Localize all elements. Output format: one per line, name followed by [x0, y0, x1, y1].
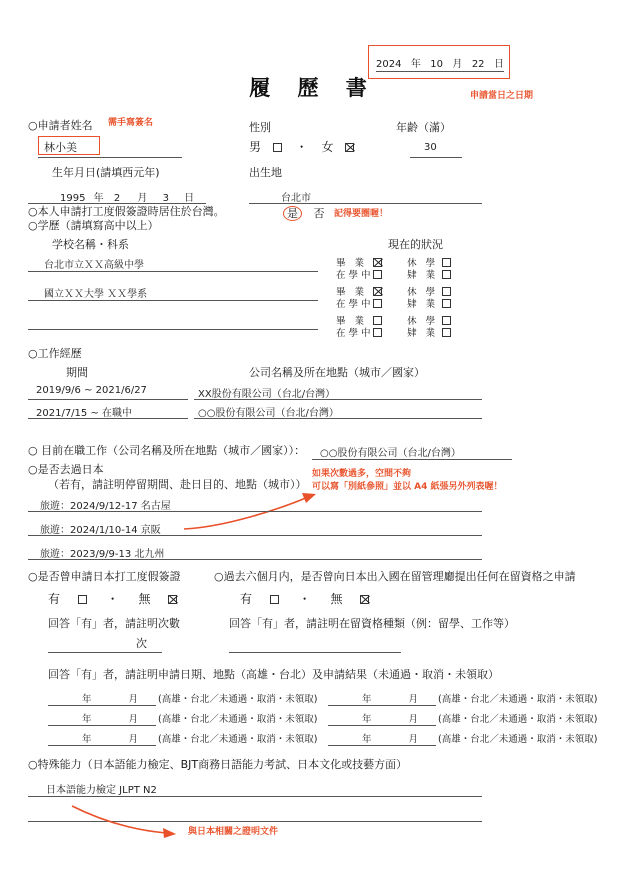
education-rule [28, 329, 318, 330]
visa-detail-row[interactable] [82, 711, 138, 725]
visa-row-year-label: 年 [82, 694, 92, 705]
applicant-name-rule [38, 157, 182, 158]
work-period-value[interactable]: 2019/9/6 ~ 2021/6/27 [36, 385, 147, 396]
status-leave-checkbox[interactable] [442, 258, 451, 267]
visa-row-rule [328, 725, 436, 726]
residency-yes-option[interactable]: 是 [283, 206, 302, 221]
japan-visit-rule [28, 511, 482, 512]
visa-row-suffix: (高雄・台北／未通過・取消・未領取) [438, 734, 598, 745]
work-company-value[interactable]: XX股份有限公司（台北/台灣） [198, 389, 336, 400]
special-skills-value[interactable]: 日本語能力檢定 JLPT N2 [46, 785, 157, 796]
education-col-school: 学校名稱・科系 [52, 238, 129, 251]
status-graduated-label: 畢 業 [336, 316, 368, 327]
japan-visits-sub-label: （若有，請註明停留期間、赴日目的、地點（城市）） [48, 478, 307, 491]
status-enrolled-checkbox[interactable] [373, 328, 382, 337]
visa-left-yes-checkbox[interactable] [78, 595, 87, 604]
applicant-name-label: ○申請者姓名 [28, 119, 93, 132]
visa-right-yes-label: 有 [240, 592, 253, 606]
gender-male-label: 男 [249, 140, 262, 154]
visa-row-year-label: 年 [82, 714, 92, 725]
visa-history-right-note: 回答「有」者，請註明在留資格種類（例：留學、工作等） [229, 617, 515, 630]
status-leave-label: 休 學 [407, 258, 439, 269]
age-label: 年齡（滿） [396, 121, 451, 134]
status-dropped-checkbox[interactable] [442, 328, 451, 337]
special-skills-arrow-icon [66, 800, 186, 840]
education-section-label: ○学歷（請填寫高中以上） [28, 219, 159, 232]
visa-row-rule [48, 725, 156, 726]
visa-row-month-label: 月 [408, 734, 419, 745]
birth-year-value: 1995 [60, 193, 86, 204]
status-graduated-checkbox[interactable] [373, 258, 382, 267]
japan-visit-entry[interactable]: 旅遊：2024/9/12-17 名古屋 [40, 501, 171, 512]
education-rule [28, 271, 318, 272]
visa-row-rule [328, 705, 436, 706]
japan-visits-annotation-line2: 可以寫「別紙參照」並以 A4 紙張另外列表喔！ [312, 482, 503, 492]
visa-row-year-label: 年 [362, 714, 372, 725]
status-enrolled-label: 在學中 [336, 328, 374, 339]
special-skills-annotation: 與日本相關之證明文件 [188, 827, 279, 837]
visa-left-yes-label: 有 [48, 592, 61, 606]
birth-month-unit: 月 [137, 193, 148, 204]
visa-row-rule [328, 745, 436, 746]
visa-right-no-label: 無 [330, 592, 343, 606]
residency-statement: ○本人申請打工度假簽證時居住於台灣。 [28, 205, 225, 218]
status-dropped-label: 肄 業 [407, 328, 439, 339]
education-col-status: 現在的狀況 [388, 238, 443, 251]
gender-female-label: 女 [321, 140, 334, 154]
applicant-name-annotation: 需手寫簽名 [108, 118, 154, 128]
birth-month-value: 2 [113, 193, 121, 204]
visa-left-no-checkbox[interactable] [168, 595, 177, 604]
status-leave-label: 休 學 [407, 287, 439, 298]
visa-row-suffix: (高雄・台北／未通過・取消・未領取) [158, 694, 318, 705]
visa-detail-row[interactable] [362, 731, 418, 745]
date-annotation: 申請當日之日期 [470, 91, 534, 101]
applicant-name-value[interactable]: 林小美 [44, 141, 77, 154]
japan-visit-entry[interactable]: 旅遊：2024/1/10-14 京阪 [40, 525, 161, 536]
gender-female-checkbox[interactable] [345, 143, 354, 152]
visa-right-no-checkbox[interactable] [360, 595, 369, 604]
visa-detail-row[interactable] [82, 731, 138, 745]
date-month-label: 月 [452, 59, 463, 70]
visa-detail-note: 回答「有」者，請註明申請日期、地點（高雄・台北）及申請結果（未通過・取消・未領取） [48, 668, 499, 681]
visa-row-month-label: 月 [128, 714, 139, 725]
visa-history-right-answer[interactable] [240, 592, 369, 607]
japan-visits-annotation-line1: 如果次數過多，空間不夠 [312, 469, 412, 479]
residency-answer[interactable] [283, 206, 325, 221]
status-dropped-label: 肄 業 [407, 299, 439, 310]
visa-left-count-rule [48, 652, 162, 653]
work-col-company: 公司名稱及所在地點（城市／國家） [249, 366, 425, 379]
date-year-value: 2024 [376, 59, 402, 70]
birthdate-rule [28, 203, 206, 204]
japan-visit-rule [28, 535, 482, 536]
japan-visits-arrow-icon [180, 485, 320, 535]
education-school-value[interactable]: 國立ＸＸ大學 ＸＸ學系 [44, 289, 148, 300]
birth-day-unit: 日 [184, 193, 195, 204]
work-col-period: 期間 [66, 366, 88, 379]
status-dropped-checkbox[interactable] [442, 299, 451, 308]
education-status-row[interactable] [336, 296, 451, 310]
birthplace-rule [249, 203, 482, 204]
gender-separator: ・ [295, 140, 308, 154]
visa-row-month-label: 月 [128, 694, 139, 705]
residency-annotation: 記得要圈喔！ [334, 209, 389, 219]
visa-detail-row[interactable] [362, 711, 418, 725]
education-status-row[interactable] [336, 325, 451, 339]
work-company-value[interactable]: ○○股份有限公司（台北/台灣） [198, 408, 339, 419]
status-graduated-checkbox[interactable] [373, 287, 382, 296]
visa-row-suffix: (高雄・台北／未通過・取消・未領取) [158, 714, 318, 725]
status-leave-checkbox[interactable] [442, 316, 451, 325]
visa-row-month-label: 月 [128, 734, 139, 745]
visa-row-rule [48, 745, 156, 746]
gender-male-checkbox[interactable] [273, 143, 282, 152]
visa-row-year-label: 年 [82, 734, 92, 745]
visa-right-separator: ・ [298, 592, 311, 606]
gender-label: 性別 [249, 121, 271, 134]
status-dropped-label: 肄 業 [407, 270, 439, 281]
visa-row-year-label: 年 [362, 734, 372, 745]
gender-options[interactable] [249, 140, 354, 155]
visa-history-left-label: ○是否曾申請日本打工度假簽證 [28, 570, 181, 583]
residency-no-option[interactable]: 否 [313, 207, 325, 220]
visa-row-suffix: (高雄・台北／未通過・取消・未領取) [158, 734, 318, 745]
birth-day-value: 3 [162, 193, 169, 204]
education-school-value[interactable]: 台北市立ＸＸ高級中學 [44, 260, 144, 271]
japan-visit-rule [28, 559, 482, 560]
visa-row-suffix: (高雄・台北／未通過・取消・未領取) [438, 694, 598, 705]
date-day-label: 日 [493, 59, 504, 70]
current-job-value[interactable]: ○○股份有限公司（台北/台灣） [320, 448, 461, 459]
work-period-rule [28, 418, 188, 419]
birthdate-value[interactable] [60, 189, 194, 204]
current-job-label: ○ 目前在職工作（公司名稱及所在地點（城市／國家））： [28, 444, 306, 457]
status-leave-checkbox[interactable] [442, 287, 451, 296]
visa-left-separator: ・ [106, 592, 119, 606]
work-section-label: ○工作經歷 [28, 347, 82, 360]
status-enrolled-checkbox[interactable] [373, 270, 382, 279]
birthdate-label: 生年月日(請填西元年) [52, 166, 160, 179]
status-dropped-checkbox[interactable] [442, 270, 451, 279]
visa-row-month-label: 月 [408, 694, 419, 705]
visa-left-count-unit: 次 [136, 637, 147, 650]
special-skills-label: ○特殊能力（日本語能力檢定、BJT商務日語能力考試、日本文化或技藝方面） [28, 758, 408, 771]
status-graduated-label: 畢 業 [336, 287, 368, 298]
work-company-rule [194, 418, 482, 419]
japan-visit-entry[interactable]: 旅遊：2023/9/9-13 北九州 [40, 549, 165, 560]
work-period-value[interactable]: 2021/7/15 ~ 在職中 [36, 408, 133, 419]
japan-visits-section-label: ○是否去過日本 [28, 463, 104, 476]
status-leave-label: 休 學 [407, 316, 439, 327]
visa-history-right-label: ○過去六個月内，是否曾向日本出入國在留管理廳提出任何在留資格之申請 [214, 570, 576, 583]
education-rule [28, 300, 318, 301]
date-month-value: 10 [430, 59, 443, 70]
birthplace-label: 出生地 [249, 166, 282, 179]
status-enrolled-label: 在學中 [336, 299, 374, 310]
visa-history-left-note: 回答「有」者，請註明次數 [48, 617, 180, 630]
status-graduated-checkbox[interactable] [373, 316, 382, 325]
visa-row-rule [48, 705, 156, 706]
status-enrolled-checkbox[interactable] [373, 299, 382, 308]
visa-detail-row[interactable] [362, 691, 418, 705]
visa-history-left-answer[interactable] [48, 592, 177, 607]
visa-right-rule [229, 652, 401, 653]
age-value[interactable]: 30 [424, 142, 437, 153]
date-year-label: 年 [410, 59, 421, 70]
visa-right-yes-checkbox[interactable] [270, 595, 279, 604]
page-title: 履 歷 書 [249, 75, 377, 100]
current-job-rule [312, 459, 512, 460]
age-rule [410, 157, 462, 158]
status-enrolled-label: 在學中 [336, 270, 374, 281]
visa-row-year-label: 年 [362, 694, 372, 705]
work-period-rule [28, 399, 188, 400]
work-company-rule [194, 399, 482, 400]
status-graduated-label: 畢 業 [336, 258, 368, 269]
special-skills-rule [28, 796, 482, 797]
birthplace-value[interactable]: 台北市 [281, 193, 311, 204]
date-day-value: 22 [471, 59, 485, 70]
visa-detail-row[interactable] [82, 691, 138, 705]
birth-year-unit: 年 [93, 193, 104, 204]
visa-row-suffix: (高雄・台北／未通過・取消・未領取) [438, 714, 598, 725]
visa-row-month-label: 月 [408, 714, 419, 725]
application-date[interactable] [376, 55, 504, 72]
visa-left-no-label: 無 [138, 592, 151, 606]
education-status-row[interactable] [336, 267, 451, 281]
